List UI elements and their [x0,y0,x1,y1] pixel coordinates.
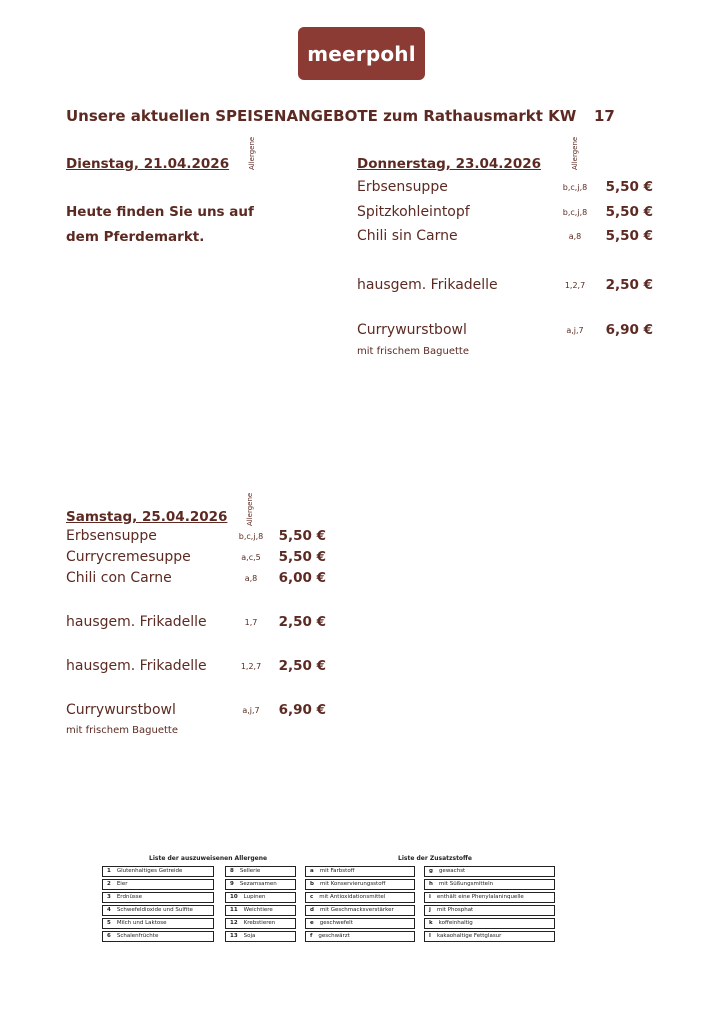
legend-entry [102,879,214,890]
legend-label: mit Konservierungsstoff [319,881,386,887]
legend-code: 6 [107,933,111,939]
legend-code: f [310,933,313,939]
legend-code: j [429,907,431,913]
menu-item-name: Currycremesuppe [66,549,191,565]
legend-entry [305,879,415,890]
legend-entry [225,866,296,877]
allergen-column-label: Allergene [248,136,256,170]
legend-label: Schalenfrüchte [116,933,159,939]
menu-item-allergens: a,8 [568,232,582,241]
legend-entry [305,905,415,916]
legend-code: l [429,933,431,939]
legend-entry [305,918,415,929]
legend-entry [225,905,296,916]
menu-item-price: 6,90 € [278,702,326,718]
menu-item-name: hausgem. Frikadelle [357,277,498,293]
menu-item-subtext: mit frischem Baguette [357,346,469,357]
legend-code: c [310,894,314,900]
menu-item-price: 6,90 € [605,322,653,338]
legend-label: Weichtiere [243,907,273,913]
samstag-heading: Samstag, 25.04.2026 [66,509,228,525]
menu-item-price: 5,50 € [605,179,653,195]
allergen-legend-title: Liste der auszuweisenen Allergene [149,855,268,862]
legend-entry [424,866,555,877]
menu-item-allergens: a,j,7 [242,706,260,715]
menu-item-name: hausgem. Frikadelle [66,658,207,674]
legend-label: Schwefeldioxide und Sulfite [116,907,193,913]
legend-code: k [429,920,433,926]
legend-code: h [429,881,433,887]
legend-entry [102,866,214,877]
allergen-column-label: Allergene [571,136,579,170]
legend-code: b [310,881,314,887]
menu-item-price: 5,50 € [605,204,653,220]
menu-item-name: Erbsensuppe [66,528,157,544]
legend-label: Sezamsamen [239,881,277,887]
legend-code: 12 [230,920,238,926]
menu-item-price: 2,50 € [278,614,326,630]
legend-entry [225,918,296,929]
legend-label: Sellerie [239,868,261,874]
legend-code: 11 [230,907,238,913]
legend-entry [102,918,214,929]
page-title: Unsere aktuellen SPEISENANGEBOTE zum Rathausmarkt KW [66,107,577,125]
week-number: 17 [594,107,615,125]
menu-item-allergens: a,j,7 [566,326,584,335]
legend-label: Lupinen [243,894,266,900]
legend-entry [102,892,214,903]
menu-item-allergens: b,c,j,8 [238,532,264,541]
legend-label: Eier [116,881,128,887]
menu-item-allergens: 1,7 [244,618,258,627]
menu-item-name: Currywurstbowl [357,322,467,338]
legend-entry [102,931,214,942]
legend-label: Glutenhaltiges Getreide [116,868,183,874]
legend-label: Erdnüsse [116,894,143,900]
menu-item-name: hausgem. Frikadelle [66,614,207,630]
legend-entry [225,892,296,903]
brand-logo [298,27,425,80]
legend-code: 5 [107,920,111,926]
menu-item-price: 5,50 € [605,228,653,244]
menu-item-name: Chili con Carne [66,570,172,586]
legend-label: mit Süßungsmitteln [438,881,494,887]
menu-item-name: Currywurstbowl [66,702,176,718]
legend-entry [305,866,415,877]
legend-code: d [310,907,314,913]
legend-code: 8 [230,868,234,874]
legend-code: 9 [230,881,234,887]
legend-entry [305,892,415,903]
dienstag-note-line-1: Heute finden Sie uns auf [66,204,254,220]
menu-item-subtext: mit frischem Baguette [66,725,178,736]
menu-item-price: 6,00 € [278,570,326,586]
menu-item-name: Erbsensuppe [357,179,448,195]
menu-item-allergens: 1,2,7 [240,662,262,671]
menu-item-allergens: b,c,j,8 [562,208,588,217]
menu-item-allergens: 1,2,7 [564,281,586,290]
legend-label: mit Phosphat [436,907,474,913]
menu-item-name: Spitzkohleintopf [357,204,470,220]
additives-legend-title: Liste der Zusatzstoffe [398,855,472,862]
allergen-column-label: Allergene [246,492,254,526]
donnerstag-heading: Donnerstag, 23.04.2026 [357,156,542,172]
legend-label: mit Farbstoff [319,868,355,874]
legend-code: e [310,920,314,926]
legend-code: 13 [230,933,238,939]
legend-code: 2 [107,881,111,887]
logo-text: meerpohl [307,41,416,66]
legend-label: geschwefelt [319,920,353,926]
menu-item-price: 2,50 € [605,277,653,293]
legend-label: koffeinhaltig [438,920,473,926]
legend-entry [424,905,555,916]
legend-label: Soja [243,933,256,939]
legend-label: Milch und Laktose [116,920,167,926]
legend-code: 3 [107,894,111,900]
menu-item-price: 5,50 € [278,549,326,565]
legend-code: 4 [107,907,111,913]
legend-label: mit Geschmacksverstärker [319,907,394,913]
legend-entry [225,931,296,942]
legend-label: geschwärzt [318,933,350,939]
legend-code: 10 [230,894,238,900]
legend-entry [305,931,415,942]
legend-entry [225,879,296,890]
legend-entry [424,931,555,942]
legend-label: kakaohaltige Fettglasur [436,933,502,939]
legend-label: mit Antioxidationsmittel [319,894,386,900]
menu-item-allergens: a,c,5 [241,553,261,562]
legend-entry [424,879,555,890]
menu-item-allergens: b,c,j,8 [562,183,588,192]
legend-entry [424,892,555,903]
menu-item-price: 2,50 € [278,658,326,674]
menu-item-price: 5,50 € [278,528,326,544]
dienstag-note-line-2: dem Pferdemarkt. [66,229,205,245]
legend-label: Krebstieren [243,920,276,926]
legend-code: i [429,894,431,900]
legend-label: enthält eine Phenylalaninquelle [436,894,524,900]
menu-item-name: Chili sin Carne [357,228,458,244]
legend-code: 1 [107,868,111,874]
legend-entry [424,918,555,929]
legend-code: g [429,868,433,874]
dienstag-heading: Dienstag, 21.04.2026 [66,156,230,172]
menu-item-allergens: a,8 [244,574,258,583]
legend-entry [102,905,214,916]
legend-code: a [310,868,314,874]
legend-label: gewachst [438,868,466,874]
